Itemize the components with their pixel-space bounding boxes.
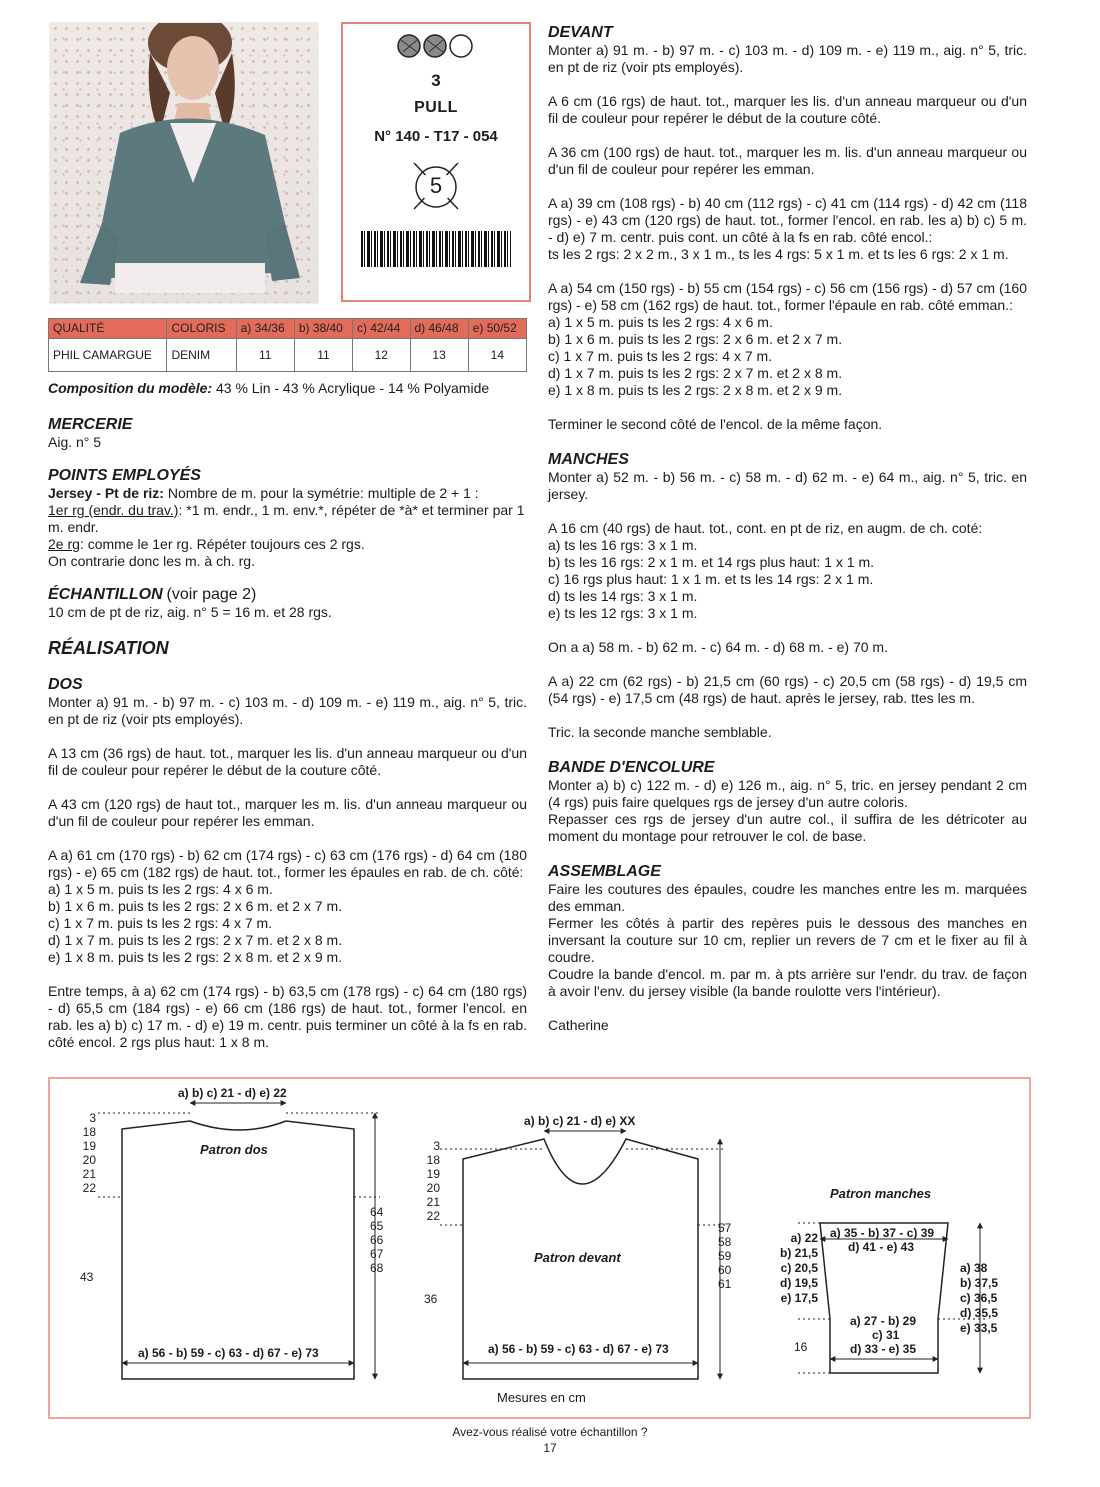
pattern-diagrams (48, 1077, 1031, 1419)
dos-left-labels (80, 1111, 96, 1195)
dos-neck-width: a) b) c) 21 - d) e) 22 (178, 1086, 287, 1100)
model-photo (49, 22, 319, 304)
devant-left-22: 22 (426, 1209, 440, 1223)
devant-list-b: b) 1 x 6 m. puis ts les 2 rgs: 2 x 6 m. et 2 x 7 m. (548, 331, 843, 347)
needle-size-badge (406, 157, 466, 213)
assemblage-p1: Faire les coutures des épaules, coudre les manches entre les m. marquées des emman. (548, 881, 1027, 914)
quality-table (48, 318, 527, 372)
devant-p4b: ts les 2 rgs: 2 x 2 m., 3 x 1 m., ts les 4 rgs: 5 x 1 m. et ts les 6 rgs: 2 x 1 m. (548, 246, 1009, 262)
dos-right-b: 65 (370, 1219, 384, 1233)
points-row3: On contrarie donc les m. à ch. rg. (48, 553, 255, 569)
dos-left-22: 22 (82, 1181, 96, 1195)
header-quality: QUALITÉ (49, 319, 167, 339)
devant-right-e: 61 (718, 1277, 732, 1291)
devant-left-18: 18 (426, 1153, 440, 1167)
devant-left-21: 21 (426, 1195, 440, 1209)
manches-right-b: b) 37,5 (960, 1276, 999, 1290)
dos-p4: A a) 61 cm (170 rgs) - b) 62 cm (174 rgs) - c) 63 cm (176 rgs) - d) 64 cm (180 rgs) - e) 65 cm (182 rgs) de haut. tot., former les épaules en rab. de ch. côté: (48, 847, 527, 880)
cell-qty-a: 11 (236, 339, 294, 372)
mercerie-title: MERCERIE (48, 416, 133, 433)
devant-diagram-title: Patron devant (534, 1250, 621, 1265)
manches-list-e: e) ts les 12 rgs: 3 x 1 m. (548, 605, 698, 621)
dos-list-a: a) 1 x 5 m. puis ts les 2 rgs: 4 x 6 m. (48, 881, 273, 897)
dos-right-e: 68 (370, 1261, 384, 1275)
pattern-number: 3 (431, 71, 441, 90)
devant-right-a: 57 (718, 1221, 732, 1235)
devant-p3: A 36 cm (100 rgs) de haut. tot., marquer les m. lis. d'un anneau marqueur ou d'un fil de couleur pour repérer les emman. (548, 144, 1027, 177)
dos-p3: A 43 cm (120 rgs) de haut tot., marquer les m. lis. d'un anneau marqueur ou d'un fil de couleur pour repérer les emman. (48, 796, 527, 829)
manches-right-labels (960, 1261, 998, 1336)
manches-p4: A a) 22 cm (62 rgs) - b) 21,5 cm (60 rgs) - c) 20,5 cm (58 rgs) - d) 19,5 cm (54 rgs) - e) 17,5 cm (48 rgs) de haut. après le jersey, rab. ttes les m. (548, 673, 1027, 706)
devant-list-a: a) 1 x 5 m. puis ts les 2 rgs: 4 x 6 m. (548, 314, 773, 330)
points-intro: Jersey - Pt de riz: Nombre de m. pour la symétrie: multiple de 2 + 1 : (48, 485, 479, 501)
dos-left-18: 18 (82, 1125, 96, 1139)
dos-diagram-title: Patron dos (200, 1142, 268, 1157)
dos-list-b: b) 1 x 6 m. puis ts les 2 rgs: 2 x 6 m. et 2 x 7 m. (48, 898, 343, 914)
dos-title: DOS (48, 676, 83, 693)
devant-left-labels (424, 1139, 440, 1223)
devant-right-c: 59 (718, 1249, 732, 1263)
devant-list-d: d) 1 x 7 m. puis ts les 2 rgs: 2 x 7 m. et 2 x 8 m. (548, 365, 843, 381)
dos-left-3: 3 (89, 1111, 96, 1125)
devant-left-19: 19 (426, 1167, 440, 1181)
manches-list-c: c) 16 rgs plus haut: 1 x 1 m. et ts les 14 rgs: 2 x 1 m. (548, 571, 874, 587)
manches-right-e: e) 33,5 (960, 1321, 998, 1335)
header-size-b: b) 38/40 (294, 319, 352, 339)
points-row2: 2e rg: comme le 1er rg. Répéter toujours ces 2 rgs. (48, 536, 365, 552)
devant-neck-width: a) b) c) 21 - d) e) XX (524, 1114, 636, 1128)
dos-right-labels (370, 1205, 383, 1275)
devant-p1: Monter a) 91 m. - b) 97 m. - c) 103 m. - d) 109 m. - e) 119 m., aig. n° 5, tric. en pt de riz (voir pts employés). (548, 42, 1027, 75)
manches-right-a: a) 38 (960, 1261, 988, 1275)
cell-qty-b: 11 (294, 339, 352, 372)
dos-p5: Entre temps, à a) 62 cm (174 rgs) - b) 63,5 cm (178 rgs) - c) 64 cm (180 rgs) - d) 65,5 cm (184 rgs) - e) 66 cm (186 rgs) de haut. tot., former l'encol. en rab. les a) b) c) 17 m. - d) e) 19 m. centr. puis terminer un côté à la fs en rab. côté encol. 2 rgs plus haut: 1 x 8 m. (48, 983, 527, 1050)
mercerie-text: Aig. n° 5 (48, 434, 102, 450)
manches-left-labels (766, 1231, 818, 1306)
manches-left-e: e) 17,5 (780, 1291, 818, 1305)
devant-left-3: 3 (433, 1139, 440, 1153)
manches-mid-width-2: c) 31 (872, 1328, 900, 1342)
pattern-reference: N° 140 - T17 - 054 (374, 128, 498, 145)
dos-list-c: c) 1 x 7 m. puis ts les 2 rgs: 4 x 7 m. (48, 915, 273, 931)
dos-right-c: 66 (370, 1233, 384, 1247)
pattern-card (341, 22, 531, 302)
devant-p2: A 6 cm (16 rgs) de haut. tot., marquer les lis. d'un anneau marqueur ou d'un fil de couleur pour repérer le début de la couture côté. (548, 93, 1027, 126)
manches-mid-width-1: a) 27 - b) 29 (850, 1314, 917, 1328)
dos-right-d: 67 (370, 1247, 384, 1261)
assemblage-p3: Coudre la bande d'encol. m. par m. à pts arrière sur l'endr. du trav. de façon à avoir l'env. du jersey visible (la bande roulotte vers l'intérieur). (548, 966, 1027, 999)
devant-right-labels (718, 1221, 731, 1291)
assemblage-p2: Fermer les côtés à partir des repères puis le dessous des manches en inversant la couture sur 10 cm, replier un revers de 7 cm et le fixer au fil à coudre. (548, 915, 1027, 965)
composition: Composition du modèle: 43 % Lin - 43 % Acrylique - 14 % Polyamide (48, 380, 490, 396)
assemblage-title: ASSEMBLAGE (548, 863, 661, 880)
page-number: 17 (543, 1441, 557, 1455)
difficulty-yarn-icon (391, 30, 481, 60)
echantillon-title: ÉCHANTILLON (voir page 2) (48, 586, 257, 603)
dos-bottom-width: a) 56 - b) 59 - c) 63 - d) 67 - e) 73 (138, 1346, 319, 1360)
manches-p3: On a a) 58 m. - b) 62 m. - c) 64 m. - d) 68 m. - e) 70 m. (548, 639, 888, 655)
right-column (548, 23, 1027, 1034)
header-size-e: e) 50/52 (468, 319, 526, 339)
manches-left-c: c) 20,5 (780, 1261, 818, 1275)
manches-p2: A 16 cm (40 rgs) de haut. tot., cont. en pt de riz, en augm. de ch. coté: (548, 520, 983, 536)
devant-left-20: 20 (426, 1181, 440, 1195)
dos-list-d: d) 1 x 7 m. puis ts les 2 rgs: 2 x 7 m. et 2 x 8 m. (48, 932, 343, 948)
manches-left-a: a) 22 (790, 1231, 818, 1245)
devant-list-e: e) 1 x 8 m. puis ts les 2 rgs: 2 x 8 m. et 2 x 9 m. (548, 382, 843, 398)
manches-list-b: b) ts les 16 rgs: 2 x 1 m. et 14 rgs plus haut: 1 x 1 m. (548, 554, 875, 570)
devant-bottom-width: a) 56 - b) 59 - c) 63 - d) 67 - e) 73 (488, 1342, 669, 1356)
cell-qty-c: 12 (353, 339, 410, 372)
manches-list-a: a) ts les 16 rgs: 3 x 1 m. (548, 537, 698, 553)
left-column (48, 380, 527, 1051)
bande-title: BANDE D'ENCOLURE (548, 759, 715, 776)
dos-list-e: e) 1 x 8 m. puis ts les 2 rgs: 2 x 8 m. et 2 x 9 m. (48, 949, 343, 965)
echantillon-text: 10 cm de pt de riz, aig. n° 5 = 16 m. et 28 rgs. (48, 604, 332, 620)
barcode (361, 231, 511, 267)
header-size-d: d) 46/48 (410, 319, 468, 339)
manches-left-d: d) 19,5 (779, 1276, 818, 1290)
points-row1: 1er rg (endr. du trav.): *1 m. endr., 1 m. env.*, répéter de *à* et terminer par 1 m. endr. (48, 502, 525, 535)
needle-size: 5 (429, 173, 443, 198)
manches-top-width-1: a) 35 - b) 37 - c) 39 (830, 1226, 935, 1240)
header-size-a: a) 34/36 (236, 319, 294, 339)
manches-right-c: c) 36,5 (960, 1291, 998, 1305)
manches-top-width-2: d) 41 - e) 43 (848, 1240, 915, 1254)
dos-p1: Monter a) 91 m. - b) 97 m. - c) 103 m. - d) 109 m. - e) 119 m., aig. n° 5, tric. en pt de riz (voir pts employés). (48, 694, 527, 727)
footer-question: Avez-vous réalisé votre échantillon ? (452, 1425, 648, 1439)
signature: Catherine (548, 1017, 609, 1033)
devant-list-c: c) 1 x 7 m. puis ts les 2 rgs: 4 x 7 m. (548, 348, 773, 364)
manches-title: MANCHES (548, 451, 629, 468)
manches-p5: Tric. la seconde manche semblable. (548, 724, 772, 740)
devant-right-d: 60 (718, 1263, 732, 1277)
dos-left-21: 21 (82, 1167, 96, 1181)
manches-bottom-width: d) 33 - e) 35 (850, 1342, 917, 1356)
devant-p6: Terminer le second côté de l'encol. de la même façon. (548, 416, 883, 432)
units-note: Mesures en cm (497, 1390, 586, 1405)
manches-list-d: d) ts les 14 rgs: 3 x 1 m. (548, 588, 698, 604)
dos-right-a: 64 (370, 1205, 384, 1219)
dos-side-height: 43 (80, 1270, 94, 1284)
devant-p4: A a) 39 cm (108 rgs) - b) 40 cm (112 rgs) - c) 41 cm (114 rgs) - d) 42 cm (118 rgs) - e) 43 cm (120 rgs) de haut. tot., former l'encol. en rab. les a) b) c) 5 m. - d) e) 7 m. centr. puis cont. un côté à la fs en rab. côté encol.: (548, 195, 1027, 245)
dos-left-19: 19 (82, 1139, 96, 1153)
manches-cuff-height: 16 (794, 1340, 808, 1354)
dos-left-20: 20 (82, 1153, 96, 1167)
manches-right-d: d) 35,5 (960, 1306, 999, 1320)
manches-left-b: b) 21,5 (779, 1246, 818, 1260)
bande-p1: Monter a) b) c) 122 m. - d) e) 126 m., aig. n° 5, tric. en jersey pendant 2 cm (4 rgs) puis faire quelques rgs de jersey d'un autre coloris. (548, 777, 1027, 810)
manches-p1: Monter a) 52 m. - b) 56 m. - c) 58 m. - d) 62 m. - e) 64 m., aig. n° 5, tric. en jersey. (548, 469, 1027, 502)
header-size-c: c) 42/44 (353, 319, 410, 339)
devant-p5: A a) 54 cm (150 rgs) - b) 55 cm (154 rgs) - c) 56 cm (156 rgs) - d) 57 cm (160 rgs) - e) 58 cm (162 rgs) de haut. tot., former l'épaule en rab. côté emman.: (548, 280, 1027, 313)
pattern-title: PULL (414, 99, 458, 116)
dos-p2: A 13 cm (36 rgs) de haut. tot., marquer les lis. d'un anneau marqueur ou d'un fil de couleur pour repérer le début de la couture côté. (48, 745, 527, 778)
cell-qty-d: 13 (410, 339, 468, 372)
points-title: POINTS EMPLOYÉS (48, 467, 201, 484)
manches-diagram-title: Patron manches (830, 1186, 932, 1201)
devant-right-b: 58 (718, 1235, 732, 1249)
cell-color: DENIM (167, 339, 236, 372)
cell-quality: PHIL CAMARGUE (49, 339, 167, 372)
devant-title: DEVANT (548, 24, 613, 41)
bande-p2: Repasser ces rgs de jersey d'un autre col., il suffira de les détricoter au moment du montage pour retrouver le col. de base. (548, 811, 1027, 844)
realisation-title: RÉALISATION (48, 638, 169, 658)
devant-side-height: 36 (424, 1292, 438, 1306)
header-color: COLORIS (167, 319, 236, 339)
cell-qty-e: 14 (468, 339, 526, 372)
